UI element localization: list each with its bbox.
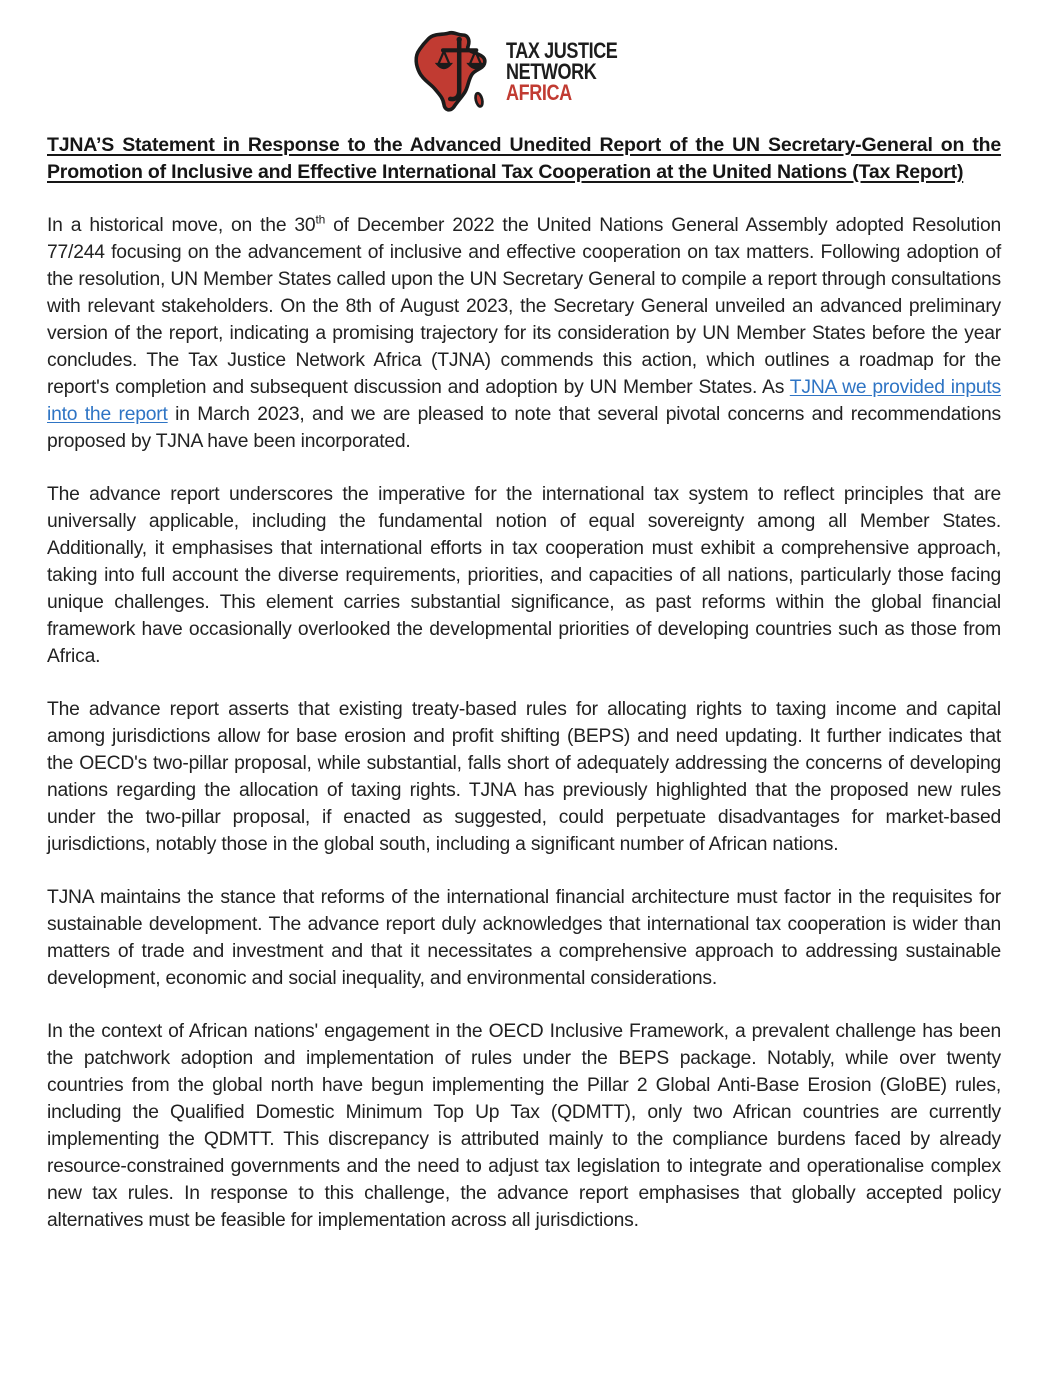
paragraph-1-text-start: In a historical move, on the 30 (47, 215, 316, 236)
madagascar-shape (474, 92, 483, 107)
logo-text-africa: AFRICA (506, 79, 572, 105)
paragraph-1 (47, 212, 1001, 455)
tjna-inputs-report-link[interactable]: TJNA we provided inputs into the report (47, 377, 1001, 425)
logo-text-network: NETWORK (506, 58, 597, 84)
paragraph-4: TJNA maintains the stance that reforms of the international financial architecture must factor in the requisites for sustainable development. The advance report duly acknowledges that international tax cooperation is wider than matters of trade and investment and that it necessitates a comprehensive approach to addressing sustainable development, economic and social inequality, and environmental considerations. (47, 887, 1001, 989)
logo-wordmark (506, 37, 642, 105)
paragraph-3: The advance report asserts that existing treaty-based rules for allocating rights to taxing income and capital among jurisdictions allow for base erosion and profit shifting (BEPS) and need updating. It further indicates that the OECD's two-pillar proposal, while substantial, falls short of adequately addressing the concerns of developing nations regarding the allocation of taxing rights. TJNA has previously highlighted that the proposed new rules under the two-pillar proposal, if enacted as suggested, could perpetuate disadvantages for market-based jurisdictions, notably those in the global south, including a significant number of African nations. (47, 699, 1001, 855)
paragraph-1-text-middle: of December 2022 the United Nations General Assembly adopted Resolution 77/244 focusing on the advancement of inclusive and effective cooperation on tax matters. Following adoption of the resolution, UN Member States called upon the UN Secretary General to compile a report through consultations with relevant stakeholders. On the 8th of August 2023, the Secretary General unveiled an advanced preliminary version of the report, indicating a promising trajectory for its consideration by UN Member States before the year concludes. The Tax Justice Network Africa (TJNA) commends this action, which outlines a roadmap for the report's completion and subsequent discussion and adoption by UN Member States. As (47, 215, 1002, 398)
ordinal-superscript: th (315, 212, 326, 227)
tjna-logo (47, 26, 1001, 116)
logo-text-tax-justice: TAX JUSTICE (506, 37, 618, 63)
paragraph-1-text-end: in March 2023, and we are pleased to note that several pivotal concerns and recommendations proposed by TJNA have been incorporated. (47, 404, 1001, 452)
document-title: TJNA’S Statement in Response to the Advanced Unedited Report of the UN Secretary-General on the Promotion of Inclusive and Effective International Tax Cooperation at the United Nations (Tax Report) (47, 134, 1001, 183)
paragraph-5: In the context of African nations' engagement in the OECD Inclusive Framework, a prevalent challenge has been the patchwork adoption and implementation of rules under the BEPS package. Notably, while over twenty countries from the global north have begun implementing the Pillar 2 Global Anti-Base Erosion (GloBE) rules, including the Qualified Domestic Minimum Top Up Tax (QDMTT), only two African countries are currently implementing the QDMTT. This discrepancy is attributed mainly to the compliance burdens faced by already resource-constrained governments and the need to adjust tax legislation to integrate and operationalise complex new tax rules. In response to this challenge, the advance report emphasises that globally accepted policy alternatives must be feasible for implementation across all jurisdictions. (47, 1021, 1001, 1231)
africa-scales-icon (406, 26, 498, 116)
paragraph-2: The advance report underscores the imperative for the international tax system to reflect principles that are universally applicable, including the fundamental notion of equal sovereignty among all Member States. Additionally, it emphasises that international efforts in tax cooperation must exhibit a comprehensive approach, taking into full account the diverse requirements, priorities, and capacities of all nations, particularly those facing unique challenges. This element carries substantial significance, as past reforms within the global financial framework have occasionally overlooked the developmental priorities of developing countries such as those from Africa. (47, 484, 1001, 667)
